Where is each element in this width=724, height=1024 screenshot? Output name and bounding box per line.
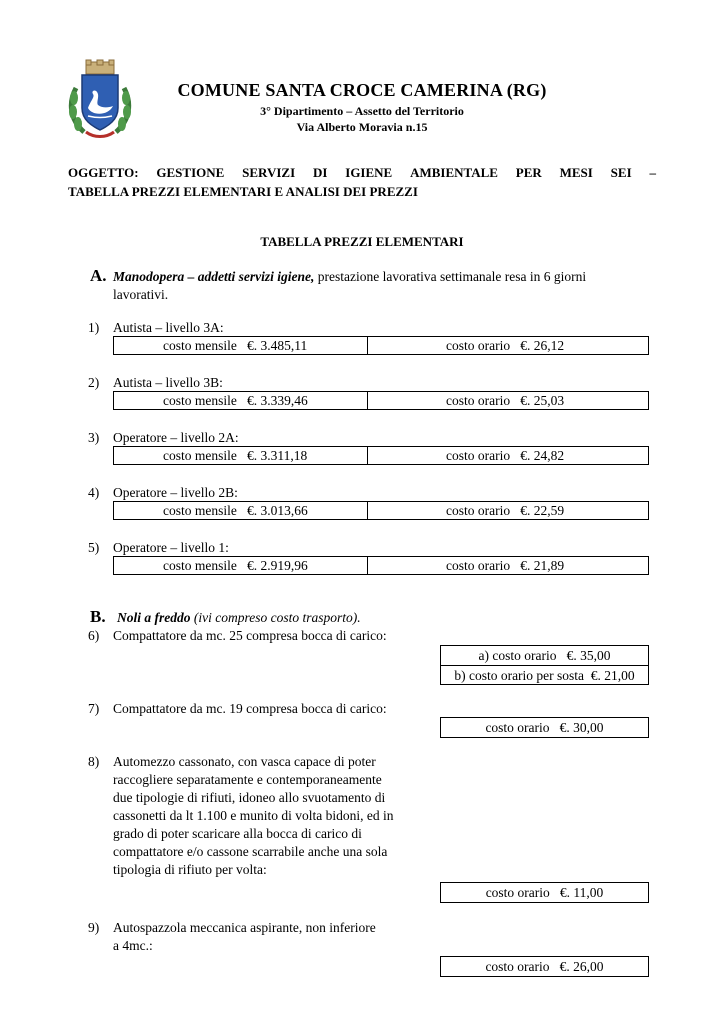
table-title: TABELLA PREZZI ELEMENTARI <box>260 234 464 249</box>
monthly-cost: costo mensile €. 2.919,96 <box>163 558 308 573</box>
subject-line-1 <box>68 163 656 182</box>
item-9-label-1: Autospazzola meccanica aspirante, non inferiore <box>113 920 376 935</box>
item-number: 5) <box>88 540 100 555</box>
cost-row <box>113 391 649 410</box>
subject-word: MESI <box>559 165 593 180</box>
subject-word: GESTIONE <box>156 165 225 180</box>
hourly-cost: costo orario €. 26,12 <box>446 338 565 353</box>
item-8-line: compattatore e/o cassone scarrabile anche una sola <box>113 844 388 859</box>
monthly-cost: costo mensile €. 3.485,11 <box>163 338 308 353</box>
cell-divider <box>367 337 368 354</box>
item-6-price-box <box>440 645 649 685</box>
item-8-line: due tipologie di rifiuti, idoneo allo svuotamento di <box>113 790 386 805</box>
department-line: 3° Dipartimento – Assetto del Territorio <box>260 104 464 118</box>
hourly-cost: costo orario €. 24,82 <box>446 448 565 463</box>
section-b-heading <box>117 609 361 627</box>
subject-block <box>68 163 656 201</box>
item-7-price-box <box>440 717 649 738</box>
item-number: 2) <box>88 375 100 390</box>
item-6-number: 6) <box>88 628 100 643</box>
address-line: Via Alberto Moravia n.15 <box>296 120 428 134</box>
hourly-cost: costo orario €. 25,03 <box>446 393 565 408</box>
subject-word: AMBIENTALE <box>410 165 498 180</box>
cell-divider <box>367 392 368 409</box>
item-6-label: Compattatore da mc. 25 compresa bocca di carico: <box>113 628 387 643</box>
item-label: Operatore – livello 2B: <box>113 485 238 500</box>
item-6-price-a: a) costo orario €. 35,00 <box>478 648 611 663</box>
item-8-description <box>113 753 418 879</box>
section-a-desc-2: lavorativi. <box>113 287 169 302</box>
organization-name: COMUNE SANTA CROCE CAMERINA (RG) <box>177 80 547 100</box>
section-a-letter: A. <box>90 266 107 285</box>
subject-word: SERVIZI <box>242 165 296 180</box>
cost-row <box>113 501 649 520</box>
section-a-desc-1: prestazione lavorativa settimanale resa in 6 giorni <box>314 269 587 284</box>
hourly-cost: costo orario €. 21,89 <box>446 558 565 573</box>
item-8-line: tipologia di rifiuto per volta: <box>113 862 267 877</box>
hourly-cost: costo orario €. 22,59 <box>446 503 565 518</box>
item-8-line: Automezzo cassonato, con vasca capace di poter <box>113 754 376 769</box>
item-label: Operatore – livello 2A: <box>113 430 239 445</box>
cell-divider <box>367 447 368 464</box>
item-8-price: costo orario €. 11,00 <box>485 885 604 900</box>
item-8-price-box <box>440 882 649 903</box>
subject-line-2: TABELLA PREZZI ELEMENTARI E ANALISI DEI PREZZI <box>68 184 418 199</box>
monthly-cost: costo mensile €. 3.013,66 <box>163 503 308 518</box>
item-label: Autista – livello 3B: <box>113 375 223 390</box>
cell-divider <box>367 502 368 519</box>
section-b-subtitle: (ivi compreso costo trasporto). <box>193 610 361 625</box>
section-a-title: Manodopera – addetti servizi igiene, <box>113 269 315 284</box>
item-7-number: 7) <box>88 701 100 716</box>
item-number: 3) <box>88 430 100 445</box>
item-7-price: costo orario €. 30,00 <box>485 720 604 735</box>
item-9-label-2: a 4mc.: <box>113 938 153 953</box>
monthly-cost: costo mensile €. 3.339,46 <box>163 393 308 408</box>
cost-row <box>113 336 649 355</box>
cost-row <box>113 446 649 465</box>
item-8-line: grado di poter scaricare alla bocca di carico di <box>113 826 362 841</box>
item-8-line: raccogliere separatamente e contemporaneamente <box>113 772 382 787</box>
section-b-title: Noli a freddo <box>117 610 191 625</box>
item-number: 1) <box>88 320 100 335</box>
item-7-label: Compattatore da mc. 19 compresa bocca di carico: <box>113 701 387 716</box>
item-9-price: costo orario €. 26,00 <box>485 959 604 974</box>
item-label: Autista – livello 3A: <box>113 320 224 335</box>
cell-divider <box>367 557 368 574</box>
section-a-heading <box>113 268 653 286</box>
item-8-number: 8) <box>88 754 100 769</box>
item-number: 4) <box>88 485 100 500</box>
item-9-price-box <box>440 956 649 977</box>
subject-word: PER <box>515 165 542 180</box>
cost-row <box>113 556 649 575</box>
subject-word: DI <box>312 165 328 180</box>
section-b-letter: B. <box>90 607 106 626</box>
subject-word: IGIENE <box>345 165 393 180</box>
item-9-number: 9) <box>88 920 100 935</box>
item-label: Operatore – livello 1: <box>113 540 229 555</box>
subject-word: OGGETTO: <box>68 165 139 180</box>
monthly-cost: costo mensile €. 3.311,18 <box>163 448 308 463</box>
item-8-line: cassonetti da lt 1.100 e munito di volta bidoni, ed in <box>113 808 394 823</box>
subject-word: SEI <box>610 165 632 180</box>
item-6-price-b: b) costo orario per sosta €. 21,00 <box>441 665 648 684</box>
subject-word: – <box>649 165 656 180</box>
